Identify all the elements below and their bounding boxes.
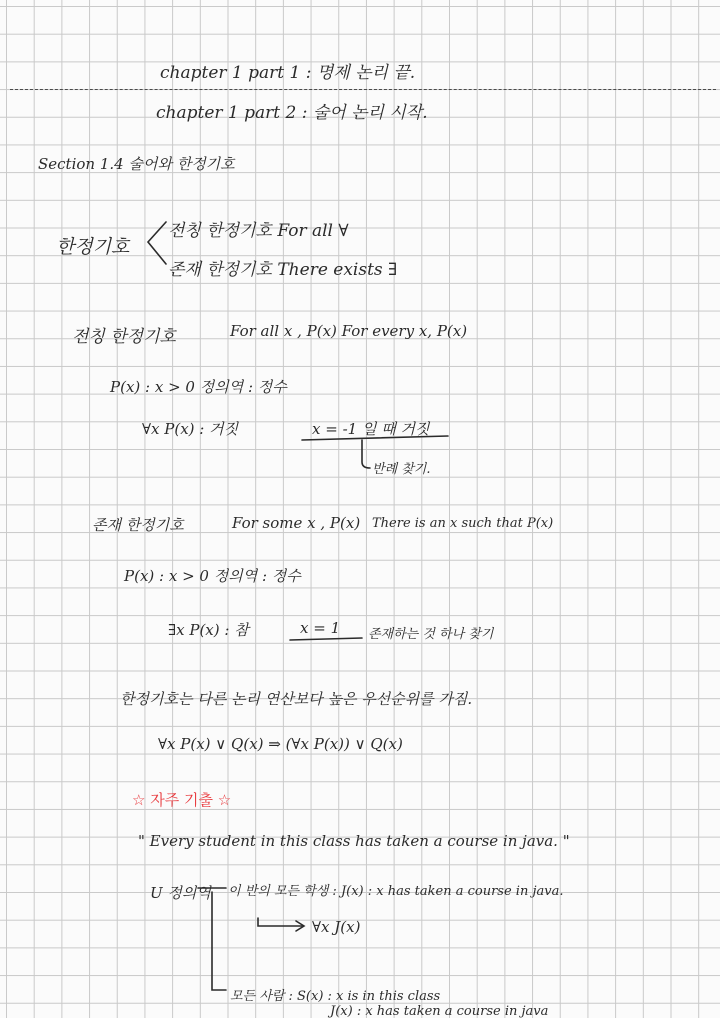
precedence-note: 한정기호는 다른 논리 연산보다 높은 우선순위를 가짐.	[120, 690, 473, 708]
universal-forms: For all x , P(x) For every x, P(x)	[230, 322, 468, 340]
existential-quantifier-def: 존재 한정기호 There exists ∃	[168, 260, 398, 280]
result-arrow-line	[258, 918, 302, 926]
domain-option-class: 이 반의 모든 학생 : J(x) : x has taken a course in java.	[228, 884, 564, 899]
universal-heading: 전칭 한정기호	[72, 327, 176, 347]
domain-option-all-people-predicate: J(x) : x has taken a course in java	[330, 1004, 549, 1018]
underline-mark	[302, 436, 448, 440]
quantifier-label: 한정기호	[56, 236, 130, 258]
hook-arrow-mark	[362, 440, 370, 468]
universal-quantifier-def: 전칭 한정기호 For all ∀	[168, 221, 349, 241]
universal-result: ∀x P(x) : 거짓	[142, 420, 239, 438]
precedence-formula: ∀x P(x) ∨ Q(x) ⇒ (∀x P(x)) ∨ Q(x)	[158, 735, 403, 753]
domain-option-all-people: 모든 사람 : S(x) : x is in this class	[230, 989, 441, 1004]
section-title: Section 1.4 술어와 한정기호	[38, 155, 235, 173]
exam-sentence: " Every student in this class has taken a course in java. "	[138, 832, 570, 850]
domain-option-class-result: ∀x J(x)	[312, 918, 361, 936]
universal-reason: x = -1 일 때 거짓	[312, 420, 430, 438]
left-brace-mark	[148, 222, 166, 264]
counterexample-note: 반례 찾기.	[372, 462, 431, 477]
branch-mark-vertical	[212, 892, 226, 990]
existential-reason: 존재하는 것 하나 찾기	[368, 627, 494, 642]
existential-reading: There is an x such that P(x)	[372, 516, 554, 531]
existential-witness: x = 1	[300, 619, 341, 637]
underline-mark-2	[290, 638, 362, 640]
existential-forms: For some x , P(x)	[232, 514, 361, 532]
domain-label: U 정의역	[150, 884, 211, 902]
chapter1-part2-note: chapter 1 part 2 : 술어 논리 시작.	[156, 103, 428, 123]
existential-result: ∃x P(x) : 참	[168, 621, 249, 639]
existential-heading: 존재 한정기호	[92, 516, 184, 534]
universal-example: P(x) : x > 0 정의역 : 정수	[110, 378, 287, 396]
chapter1-part1-note: chapter 1 part 1 : 명제 논리 끝.	[160, 63, 416, 83]
exam-label: ☆ 자주 기출 ☆	[132, 791, 232, 809]
existential-example: P(x) : x > 0 정의역 : 정수	[124, 567, 301, 585]
